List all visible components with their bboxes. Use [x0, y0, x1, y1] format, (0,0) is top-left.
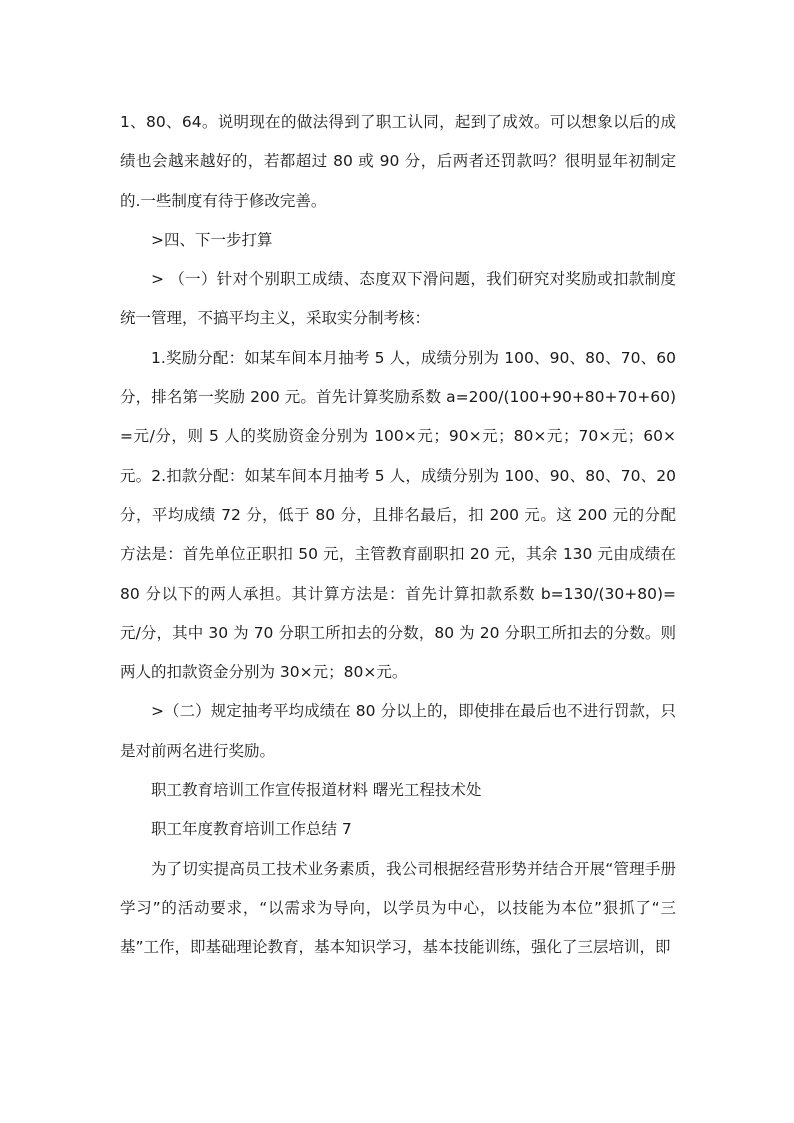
paragraph-report-source: 职工教育培训工作宣传报道材料 曙光工程技术处: [151, 781, 482, 800]
document-body: [120, 103, 676, 968]
paragraph-results-summary: 1、80、64。说明现在的做法得到了职工认同，起到了成效。可以想象以后的成绩也会越来越好的，若都超过 80 或 90 分，后两者还罚款吗？很明显年初制定的.一些制度有待于修改完善。: [120, 113, 676, 210]
paragraph-item-one: > （一）针对个别职工成绩、态度双下滑问题，我们研究对奖励或扣款制度统一管理，不搞平均主义，采取实分制考核：: [120, 270, 676, 328]
paragraph-section-title: 职工年度教育培训工作总结 7: [151, 820, 352, 839]
paragraph-reward-deduction: 1.奖励分配：如某车间本月抽考 5 人，成绩分别为 100、90、80、70、60 分，排名第一奖励 200 元。首先计算奖励系数 a=200/(100+90+80+70+60)=元/分，则 5 人的奖励资金分别为 100×元；90×元；80×元；70×元；60×元。2.扣款分配：如某车间本月抽考 5 人，成绩分别为 100、90、80、70、20 分，平均成绩 72 分，低于 80 分，且排名最后，扣 200 元。这 200 元的分配方法是：首先单位正职扣 50 元，主管教育副职扣 20 元，其余 130 元由成绩在 80 分以下的两人承担。其计算方法是：首先计算扣款系数 b=130/(30+80)=元/分，其中 30 为 70 分职工所扣去的分数，80 为 20 分职工所扣去的分数。则两人的扣款资金分别为 30×元；80×元。: [120, 348, 676, 682]
section-heading-next-steps: >四、下一步打算: [151, 230, 273, 249]
paragraph-item-two: >（二）规定抽考平均成绩在 80 分以上的，即使排在最后也不进行罚款，只是对前两名进行奖励。: [120, 702, 676, 760]
paragraph-training-intro: 为了切实提高员工技术业务素质，我公司根据经营形势并结合开展“管理手册学习”的活动要求，“以需求为导向，以学员为中心，以技能为本位”狠抓了“三基”工作，即基础理论教育，基本知识学习，基本技能训练，强化了三层培训，即: [120, 859, 676, 957]
